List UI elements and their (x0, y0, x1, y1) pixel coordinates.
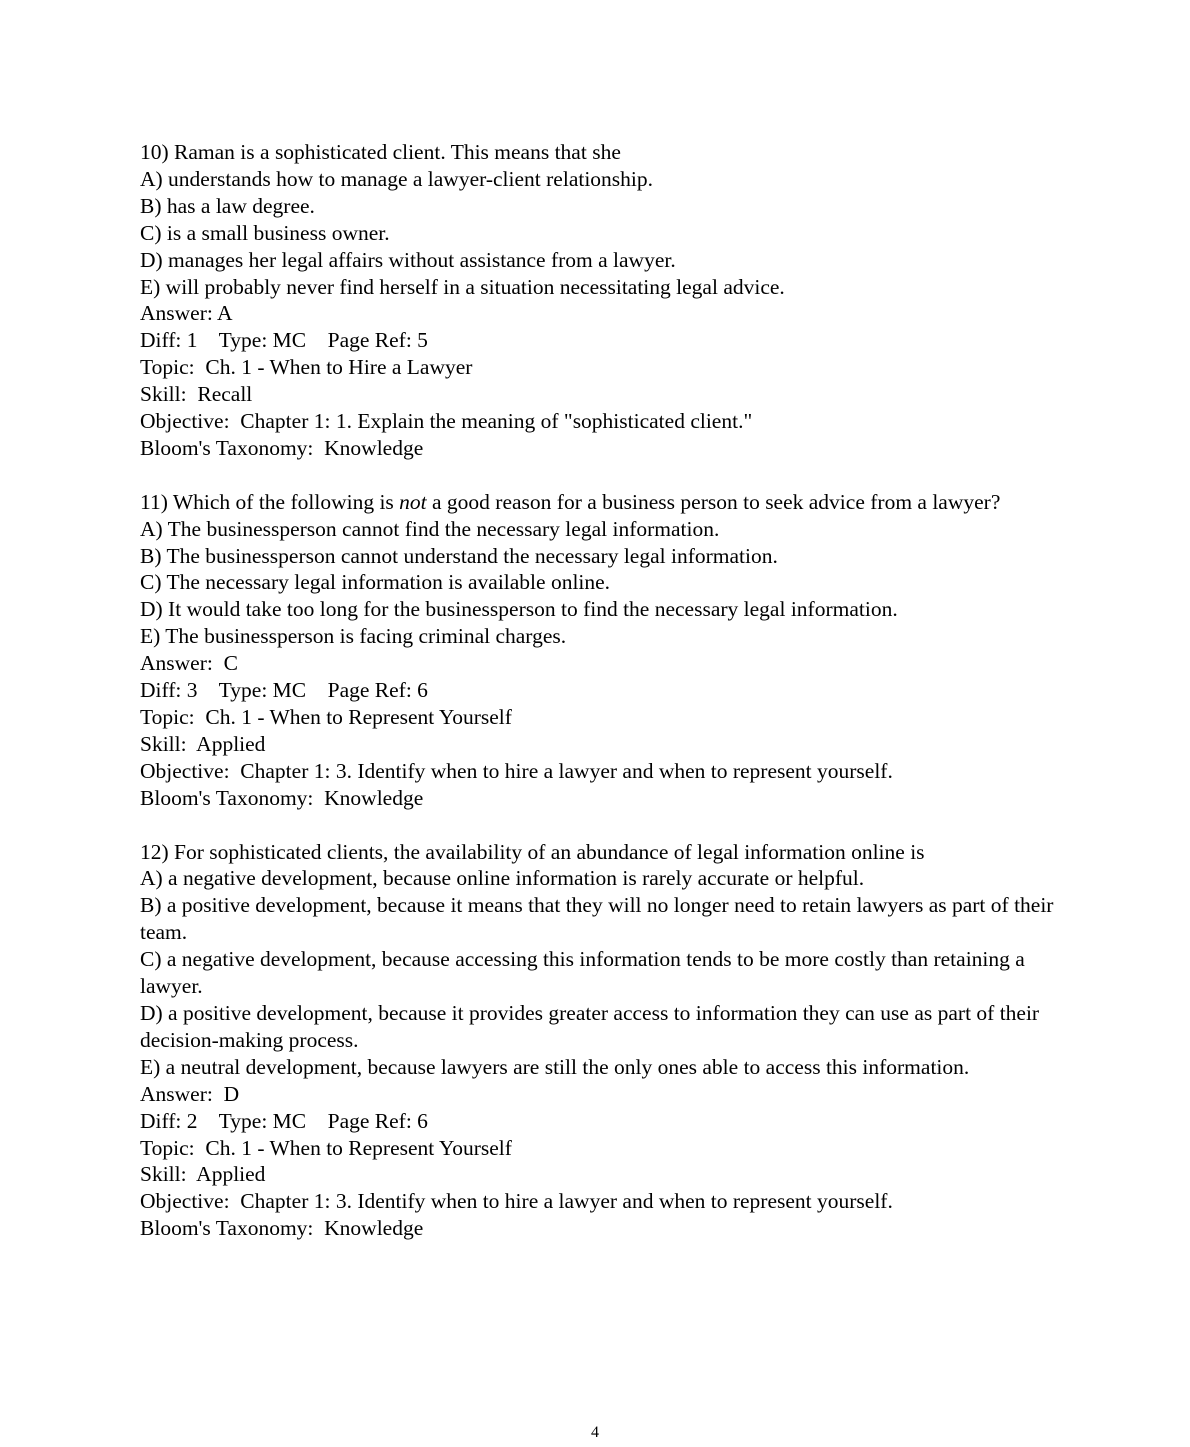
option-a: A) understands how to manage a lawyer-client relationship. (140, 166, 654, 191)
bloom-line: Bloom's Taxonomy: Knowledge (140, 1216, 424, 1241)
topic-line: Topic: Ch. 1 - When to Hire a Lawyer (140, 355, 473, 380)
question-stem: 12) For sophisticated clients, the availability of an abundance of legal information online is (140, 839, 925, 864)
skill-line: Skill: Recall (140, 382, 253, 407)
option-e: E) a neutral development, because lawyers are still the only ones able to access this information. (140, 1054, 970, 1079)
option-c: C) a negative development, because accessing this information tends to be more costly than retaining a lawyer. (140, 947, 1025, 999)
stem-start: 11) Which of the following is (140, 489, 400, 514)
meta-line: Diff: 2 Type: MC Page Ref: 6 (140, 1108, 428, 1133)
objective-line: Objective: Chapter 1: 3. Identify when to hire a lawyer and when to represent yourself. (140, 758, 893, 783)
answer-line: Answer: C (140, 651, 238, 676)
question-stem: 10) Raman is a sophisticated client. This means that she (140, 140, 621, 164)
option-b: B) a positive development, because it means that they will no longer need to retain lawyers as part of their team. (140, 893, 1054, 945)
topic-line: Topic: Ch. 1 - When to Represent Yourself (140, 705, 512, 730)
stem-emphasis: not (399, 489, 427, 514)
option-d: D) It would take too long for the businessperson to find the necessary legal information. (140, 597, 898, 622)
option-a: A) The businessperson cannot find the necessary legal information. (140, 516, 720, 541)
page-number: 4 (591, 1424, 599, 1441)
option-c: C) is a small business owner. (140, 220, 390, 245)
bloom-line: Bloom's Taxonomy: Knowledge (140, 435, 424, 460)
option-e: E) will probably never find herself in a situation necessitating legal advice. (140, 274, 785, 299)
option-a: A) a negative development, because online information is rarely accurate or helpful. (140, 866, 865, 891)
answer-line: Answer: A (140, 301, 233, 326)
option-c: C) The necessary legal information is available online. (140, 570, 611, 595)
question-10 (140, 139, 1055, 462)
stem-end: a good reason for a business person to seek advice from a lawyer? (426, 489, 1001, 514)
question-11 (140, 489, 1055, 812)
bloom-line: Bloom's Taxonomy: Knowledge (140, 785, 424, 810)
option-d: D) a positive development, because it provides greater access to information they can use as part of their decision-making process. (140, 1000, 1040, 1052)
skill-line: Skill: Applied (140, 1162, 266, 1187)
option-d: D) manages her legal affairs without assistance from a lawyer. (140, 247, 676, 272)
skill-line: Skill: Applied (140, 731, 266, 756)
topic-line: Topic: Ch. 1 - When to Represent Yourself (140, 1135, 512, 1160)
meta-line: Diff: 3 Type: MC Page Ref: 6 (140, 678, 428, 703)
option-b: B) The businessperson cannot understand the necessary legal information. (140, 543, 778, 568)
question-12 (140, 839, 1055, 1243)
objective-line: Objective: Chapter 1: 3. Identify when to hire a lawyer and when to represent yourself. (140, 1189, 893, 1214)
document-page (140, 139, 1055, 1269)
answer-line: Answer: D (140, 1081, 240, 1106)
meta-line: Diff: 1 Type: MC Page Ref: 5 (140, 328, 428, 353)
option-b: B) has a law degree. (140, 193, 315, 218)
option-e: E) The businessperson is facing criminal charges. (140, 624, 567, 649)
question-stem (140, 489, 1055, 516)
objective-line: Objective: Chapter 1: 1. Explain the meaning of "sophisticated client." (140, 409, 753, 434)
